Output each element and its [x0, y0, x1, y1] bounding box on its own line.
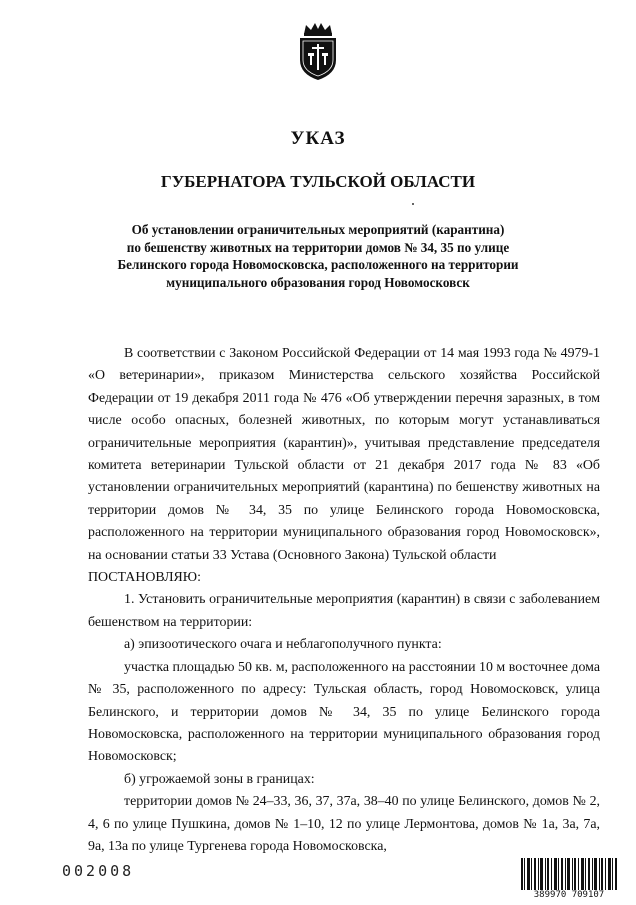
tula-coat-of-arms-icon: [296, 20, 340, 82]
document-issuer: ГУБЕРНАТОРА ТУЛЬСКОЙ ОБЛАСТИ: [160, 172, 476, 191]
item-1b-text: территории домов № 24–33, 36, 37, 37а, 38–40 по улице Белинского, домов № 2, 4, 6 по улице Пушкина, домов № 1–10, 12 по улице Лермонтова, домов № 1а, 3а, 7а, 9а, 13а по улице Тургенева города Новомосковска,: [88, 794, 600, 854]
item-1a-text: участка площадью 50 кв. м, расположенного на расстоянии 10 м восточнее дома № 35, расположенного по адресу: Тульская область, город Новомосковск, улица Белинского, и территории домов № 34, 35 по улице Белинского города Новомосковска, расположенного на территории муниципального образования город Новомосковск;: [88, 659, 600, 765]
preamble-paragraph: В соответствии с Законом Российской Федерации от 14 мая 1993 года № 4979-1 «О ветеринарии», приказом Министерства сельского хозяйства Российской Федерации от 19 декабря 2011 года № 476 «Об утверждении перечня заразных, в том числе особо опасных, болезней животных, по которым могут устанавливаться ограничительные мероприятия (карантин)», учитывая представление председателя комитета ветеринарии Тульской области от 21 декабря 2017 года № 83 «Об установлении ограничительных мероприятий (карантина) по бешенству животных на территории домов № 34, 35 по улице Белинского города Новомосковска, расположенного на территории муниципального образования город Новомосковск», на основании статьи 33 Устава (Основного Закона) Тульской области: [88, 346, 600, 563]
scan-speck: [412, 203, 414, 205]
barcode-number: 389970 709107: [519, 890, 619, 901]
document-title: УКАЗ: [290, 128, 346, 149]
decree-body: [88, 343, 600, 858]
subject-line: по бешенству животных на территории домов № 34, 35 по улице: [126, 239, 510, 255]
decree-word: ПОСТАНОВЛЯЮ:: [88, 570, 201, 586]
document-number: 002008: [62, 862, 135, 880]
subject-line: Об установлении ограничительных мероприятий (карантина): [131, 222, 505, 237]
item-1: 1. Установить ограничительные мероприятия (карантин) в связи с заболеванием бешенством на территории:: [88, 592, 600, 630]
decree-subject: [95, 221, 541, 291]
subject-line: Белинского города Новомосковска, расположенного на территории: [117, 257, 519, 272]
item-1a: а) эпизоотического очага и неблагополучного пункта:: [124, 637, 442, 653]
subject-line: муниципального образования город Новомосковск: [166, 274, 470, 290]
item-1b: б) угрожаемой зоны в границах:: [124, 771, 315, 787]
